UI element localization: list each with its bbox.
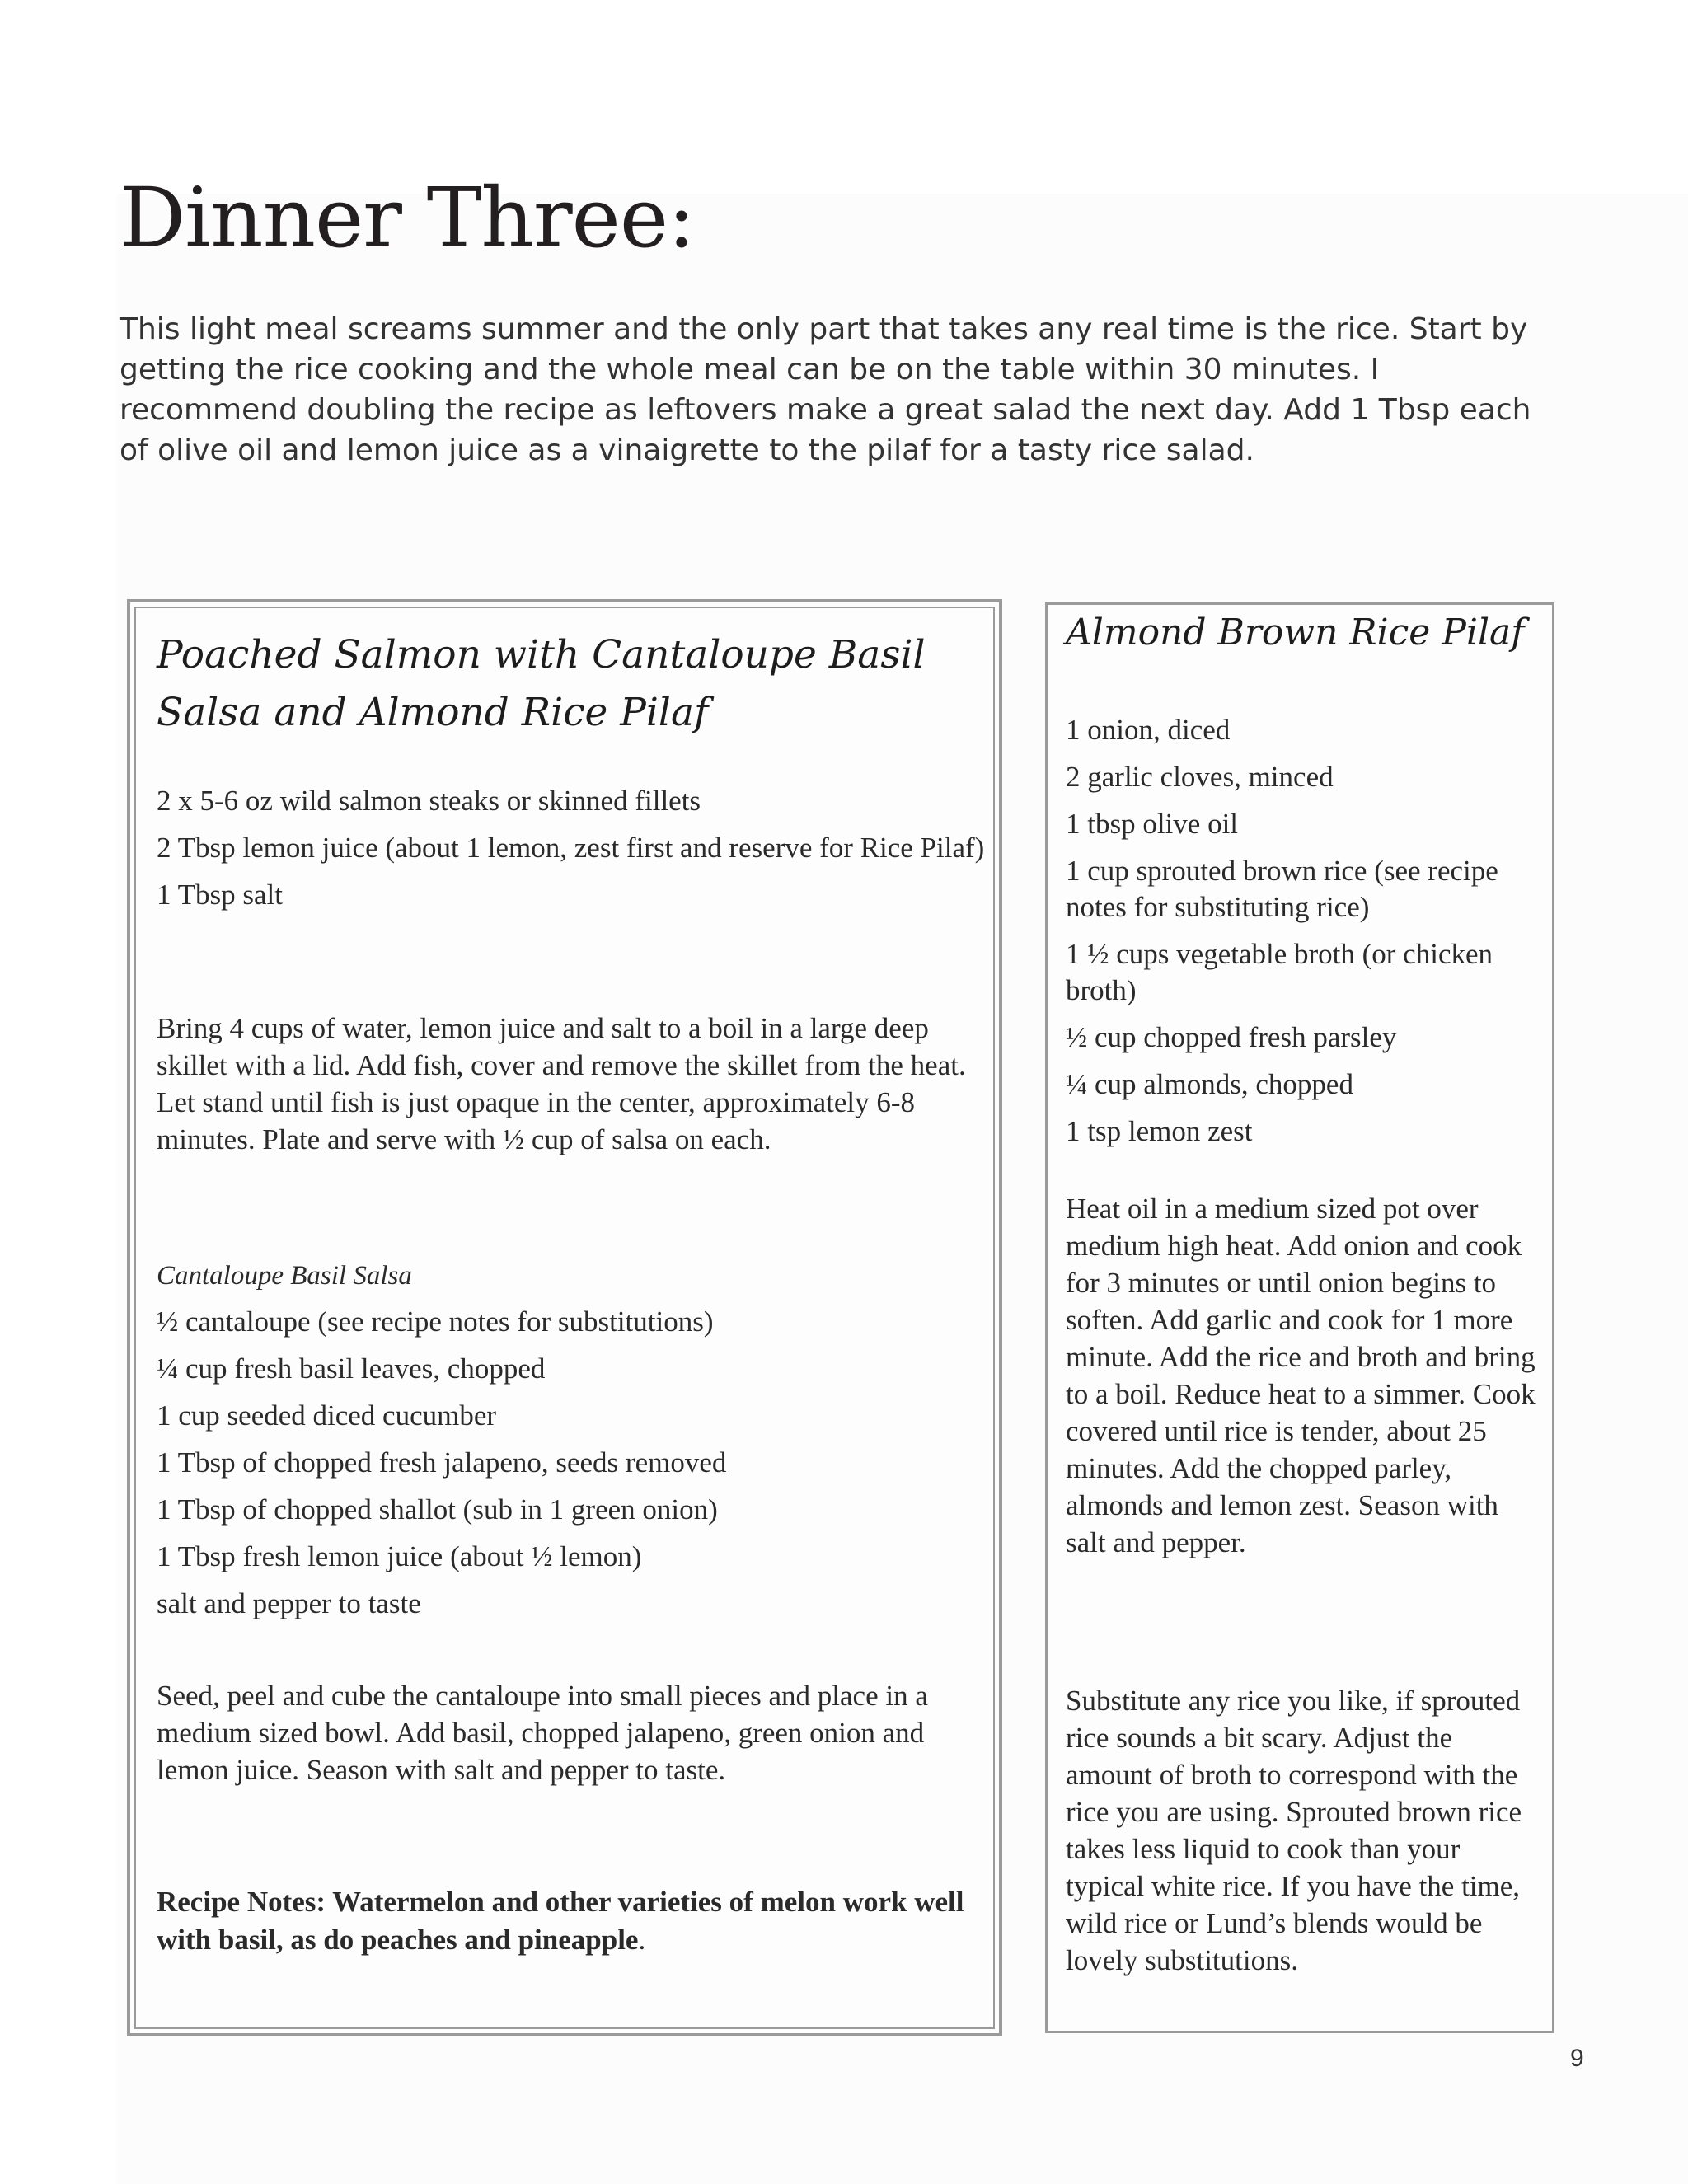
pilaf-ingredient: 1 cup sprouted brown rice (see recipe notes for substituting rice) [1066,855,1498,923]
recipe-notes-end: . [638,1924,646,1956]
salsa-ingredient: ½ cantaloupe (see recipe notes for substitutions) [157,1305,714,1338]
page-number: 9 [1570,2045,1584,2072]
pilaf-substitutions-text: Substitute any rice you like, if sprouted rice sounds a bit scary. Adjust the amount of broth to correspond with the rice you are using. Sprouted brown rice takes less liquid to cook than your typical white rice. If you have the time, wild rice or Lund’s blends would be lovely substitutions. [1066,1685,1522,1976]
salsa-ingredient: 1 Tbsp of chopped fresh jalapeno, seeds removed [157,1446,727,1479]
recipe-notes [157,1883,989,1959]
salmon-method [157,1010,989,1158]
pilaf-ingredient: ½ cup chopped fresh parsley [1066,1021,1397,1053]
salsa-subheading: Cantaloupe Basil Salsa [157,1261,412,1291]
pilaf-ingredient: 1 onion, diced [1066,714,1231,746]
salmon-ingredient: 2 Tbsp lemon juice (about 1 lemon, zest first and reserve for Rice Pilaf) [157,832,985,864]
pilaf-ingredient: 1 ½ cups vegetable broth (or chicken broth) [1066,938,1493,1006]
recipe-notes-bold: Recipe Notes: Watermelon and other varieties of melon work well with basil, as do peaches and pineapple [157,1886,964,1956]
salsa-method-text: Seed, peel and cube the cantaloupe into small pieces and place in a medium sized bowl. Add basil, chopped jalapeno, green onion and lemon juice. Season with salt and pepper to taste. [157,1680,928,1786]
salsa-section [157,1258,989,1633]
intro-paragraph: This light meal screams summer and the only part that takes any real time is the rice. Start by getting the rice cooking and the whole meal can be on the table within 30 minutes. I recommend doubling the recipe as leftovers make a great salad the next day. Add 1 Tbsp each of olive oil and lemon juice as a vinaigrette to the pilaf for a tasty rice salad. [120,312,1531,467]
salmon-ingredient: 1 Tbsp salt [157,879,283,911]
salsa-ingredient: ¼ cup fresh basil leaves, chopped [157,1352,546,1385]
salsa-ingredient: 1 Tbsp of chopped shallot (sub in 1 green onion) [157,1493,718,1526]
salmon-recipe-title: Poached Salmon with Cantaloupe Basil Salsa and Almond Rice Pilaf [157,632,926,735]
pilaf-method [1066,1190,1544,1561]
salmon-method-text: Bring 4 cups of water, lemon juice and salt to a boil in a large deep skillet with a lid. Add fish, cover and remove the skillet from the heat. Let stand until fish is just opaque in the center, approximately 6-8 minutes. Plate and serve with ½ cup of salsa on each. [157,1012,966,1155]
pilaf-recipe-title: Almond Brown Rice Pilaf [1066,612,1525,654]
pilaf-method-text: Heat oil in a medium sized pot over medium high heat. Add onion and cook for 3 minutes or until onion begins to soften. Add garlic and cook for 1 more minute. Add the rice and broth and bring to a boil. Reduce heat to a simmer. Cook covered until rice is tender, about 25 minutes. Add the chopped parley, almonds and lemon zest. Season with salt and pepper. [1066,1193,1536,1558]
salsa-ingredient: 1 Tbsp fresh lemon juice (about ½ lemon) [157,1540,642,1572]
salsa-method [157,1677,989,1788]
pilaf-ingredient: 1 tsp lemon zest [1066,1115,1253,1147]
salmon-ingredient: 2 x 5-6 oz wild salmon steaks or skinned fillets [157,785,701,817]
pilaf-ingredient: 2 garlic cloves, minced [1066,761,1334,793]
pilaf-ingredient-list [1066,712,1544,1160]
pilaf-ingredient: ¼ cup almonds, chopped [1066,1068,1353,1100]
pilaf-ingredient: 1 tbsp olive oil [1066,808,1239,840]
salsa-ingredient: 1 cup seeded diced cucumber [157,1399,497,1432]
page-title: Dinner Three: [120,170,695,266]
pilaf-substitutions [1066,1682,1544,1979]
salsa-ingredient: salt and pepper to taste [157,1587,421,1619]
recipe-notes-text [157,1883,989,1959]
salmon-ingredient-list [157,783,989,924]
